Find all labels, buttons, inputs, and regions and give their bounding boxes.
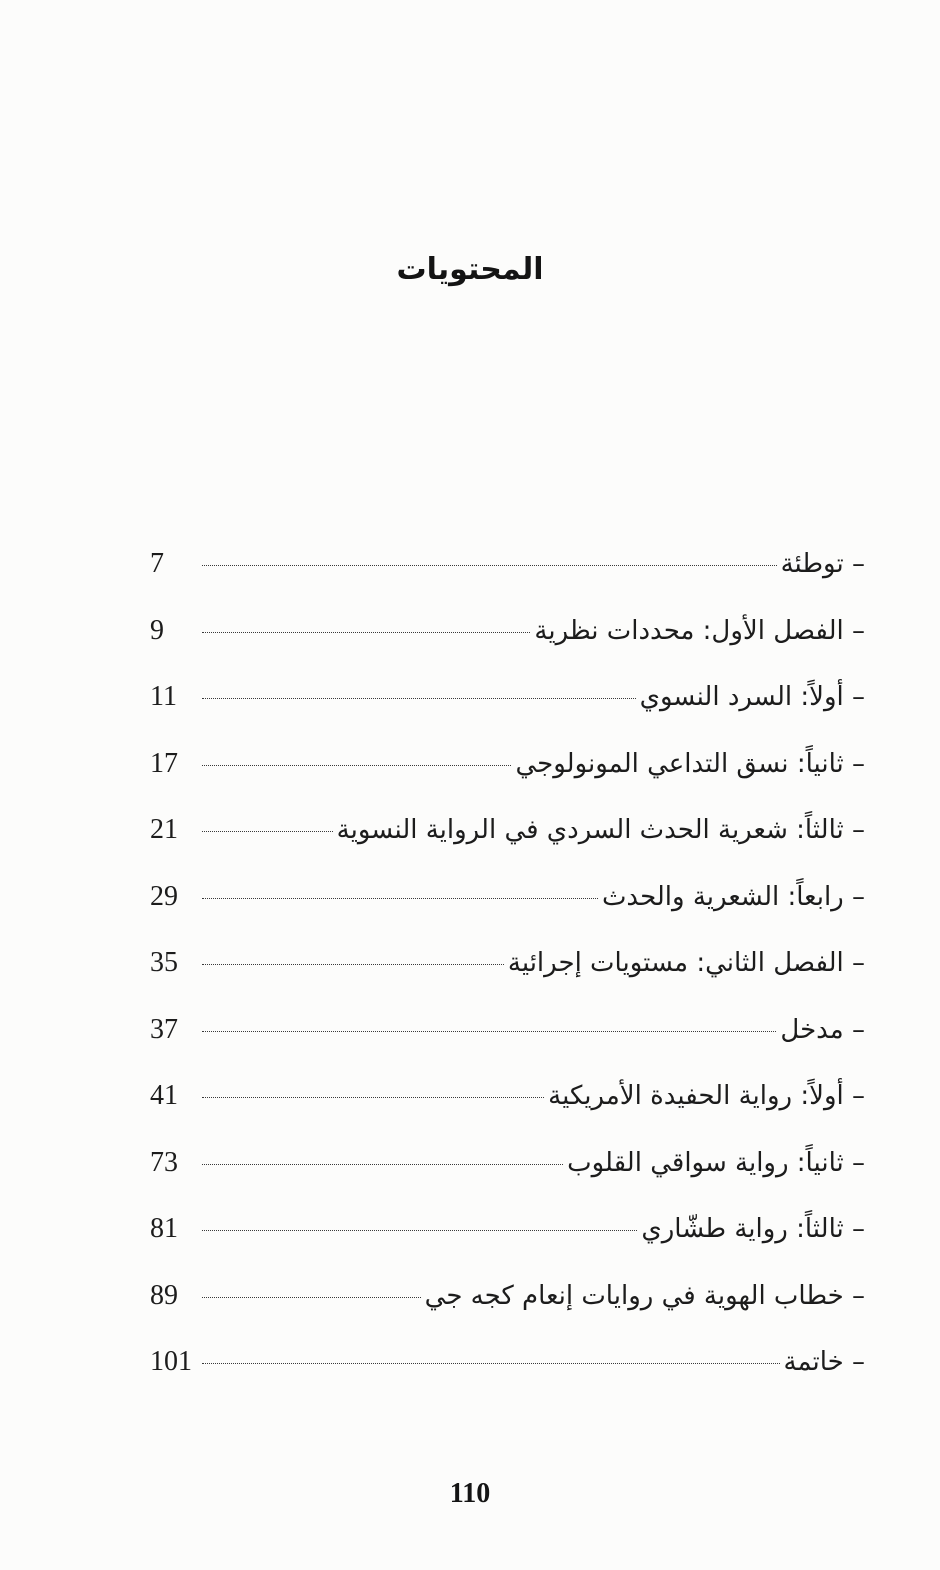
toc-entry-page: 7	[150, 548, 164, 579]
toc-entry-title: – الفصل الثاني: مستويات إجرائية	[507, 948, 865, 978]
toc-entry	[150, 748, 865, 815]
dot-leader	[202, 898, 598, 899]
toc-entry-page: 41	[150, 1080, 178, 1111]
toc-entry-title: – رابعاً: الشعرية والحدث	[601, 881, 865, 912]
toc-entry	[150, 1346, 865, 1413]
dot-leader	[202, 1097, 544, 1098]
table-of-contents	[150, 548, 865, 1413]
dot-leader	[202, 1031, 776, 1032]
toc-entry-title: – ثانياً: نسق التداعي المونولوجي	[515, 748, 865, 779]
toc-entry-title: – الفصل الأول: محددات نظرية	[534, 615, 865, 646]
toc-entry-page: 81	[150, 1213, 178, 1244]
toc-entry-title: – ثالثاً: رواية طشّاري	[641, 1214, 865, 1244]
toc-entry-page: 17	[150, 747, 178, 779]
dot-leader	[202, 831, 333, 832]
toc-entry-title: – أولاً: السرد النسوي	[639, 682, 865, 712]
toc-entry-page: 29	[150, 880, 178, 912]
page-number: 110	[449, 1478, 491, 1509]
dot-leader	[202, 1164, 563, 1165]
toc-entry-title: – خاتمة	[783, 1347, 865, 1377]
toc-entry	[150, 548, 865, 615]
toc-entry	[150, 1280, 865, 1347]
toc-entry	[150, 1213, 865, 1280]
toc-entry-title: – خطاب الهوية في روايات إنعام كجه جي	[424, 1280, 865, 1311]
toc-entry-page: 73	[150, 1146, 178, 1178]
dot-leader	[202, 1297, 421, 1298]
toc-entry-page: 11	[150, 681, 177, 712]
dot-leader	[202, 632, 530, 633]
toc-entry-title: – ثانياً: رواية سواقي القلوب	[567, 1147, 865, 1178]
toc-entry	[150, 615, 865, 682]
toc-entry-title: – ثالثاً: شعرية الحدث السردي في الرواية النسوية	[336, 815, 865, 845]
toc-entry	[150, 1080, 865, 1147]
dot-leader	[202, 1363, 780, 1364]
dot-leader	[202, 1230, 637, 1231]
dot-leader	[202, 698, 636, 699]
toc-entry-page: 35	[150, 947, 178, 978]
toc-entry-page: 9	[150, 614, 164, 646]
toc-entry-page: 21	[150, 814, 178, 845]
dot-leader	[202, 565, 777, 566]
toc-entry	[150, 947, 865, 1014]
toc-entry-title: – أولاً: رواية الحفيدة الأمريكية	[548, 1081, 865, 1111]
toc-entry	[150, 1014, 865, 1081]
dot-leader	[202, 765, 511, 766]
toc-entry-page: 89	[150, 1279, 178, 1311]
toc-entry	[150, 814, 865, 881]
dot-leader	[202, 964, 504, 965]
toc-entry	[150, 1147, 865, 1214]
page-title: المحتويات	[396, 252, 544, 287]
toc-entry-page: 101	[150, 1346, 192, 1377]
toc-entry-page: 37	[150, 1013, 178, 1045]
toc-entry-title: – توطئة	[780, 549, 865, 579]
toc-entry	[150, 881, 865, 948]
toc-entry	[150, 681, 865, 748]
toc-entry-title: – مدخل	[780, 1014, 865, 1045]
